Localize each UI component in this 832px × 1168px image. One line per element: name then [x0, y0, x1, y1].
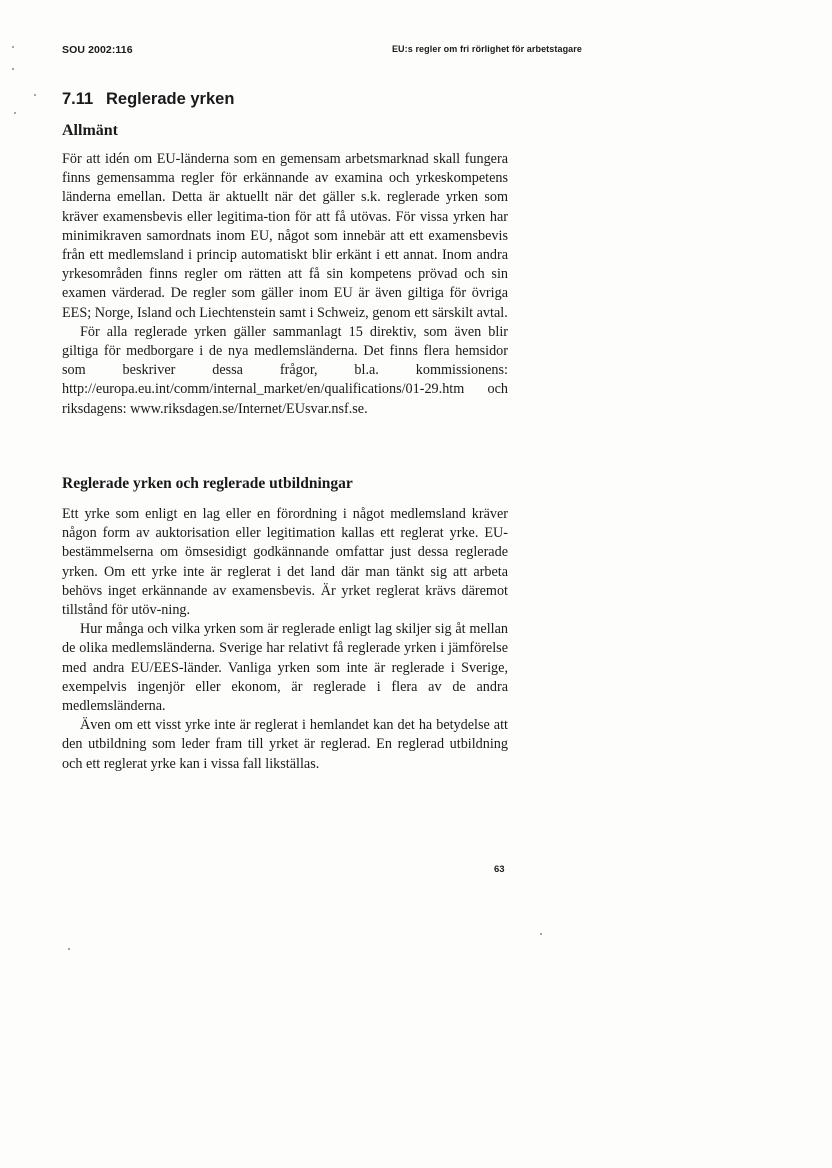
section-number: 7.11	[62, 90, 94, 108]
section-heading	[62, 90, 234, 109]
running-header	[62, 44, 582, 58]
report-reference: SOU 2002:116	[62, 44, 133, 56]
chapter-title: EU:s regler om fri rörlighet för arbetstagare	[391, 44, 582, 54]
paragraph: Även om ett visst yrke inte är reglerat i hemlandet kan det ha betydelse att den utbildning som leder fram till yrket är reglerad. En reglerad utbildning och ett reglerat yrke kan i vissa fall likställas.	[62, 717, 508, 772]
paragraph: För att idén om EU-länderna som en gemensam arbetsmarknad skall fungera finns gemensamma regler för erkännande av examina och yrkeskompetens länderna emellan. Detta är aktuellt när det gäller s.k. reglerade yrken som kräver examensbevis eller legitima-tion för att få utövas. För vissa yrken har minimikraven samordnats inom EU, något som innebär att ett examensbevis från ett medlemsland i princip automatiskt blir erkänt i ett annat. Inom andra yrkesområden finns regler om rätten att få sin kompetens prövad och sin examen värderad. De regler som gäller inom EU är även giltiga för övriga EES; Norge, Island och Liechtenstein samt i Schweiz, genom ett särskilt avtal.	[62, 151, 508, 321]
subsection-body-allmant	[62, 150, 508, 419]
scan-speck	[12, 68, 14, 70]
subsection-body-reglerade-yrken	[62, 505, 508, 774]
paragraph: Hur många och vilka yrken som är reglerade enligt lag skiljer sig åt mellan de olika medlemsländerna. Sverige har relativt få reglerade yrken i jämförelse med andra EU/EES-länder. Vanliga yrken som inte är reglerade i Sverige, exempelvis ingenjör eller ekonom, är reglerade i flera av de andra medlemsländerna.	[62, 621, 508, 715]
paragraph: För alla reglerade yrken gäller sammanlagt 15 direktiv, som även blir giltiga för medborgare i de nya medlemsländerna. Det finns flera hemsidor som beskriver dessa frågor, bl.a. kommissionens: http://europa.eu.int/comm/internal_market/en/qualifications/01-29.htm och riksdagens: www.riksdagen.se/Internet/EUsvar.nsf.se.	[62, 323, 508, 417]
scan-speck	[14, 112, 16, 114]
scan-speck	[12, 46, 14, 48]
paragraph: Ett yrke som enligt en lag eller en förordning i något medlemsland kräver någon form av auktorisation eller legitimation kallas ett reglerat yrke. EU-bestämmelserna om ömsesidigt godkännande omfattar just dessa reglerade yrken. Om ett yrke inte är reglerat i det land där man tänkt sig att arbeta behövs inget erkännande av examensbevis. Är yrket reglerat krävs däremot tillstånd för utöv-ning.	[62, 506, 508, 619]
subsection-heading-reglerade-yrken: Reglerade yrken och reglerade utbildningar	[62, 475, 353, 492]
subsection-heading-allmant: Allmänt	[62, 122, 118, 139]
section-title: Reglerade yrken	[106, 90, 235, 108]
scan-speck	[540, 933, 542, 935]
scan-speck	[68, 948, 70, 950]
scan-speck	[34, 94, 36, 96]
page-number: 63	[494, 864, 505, 875]
